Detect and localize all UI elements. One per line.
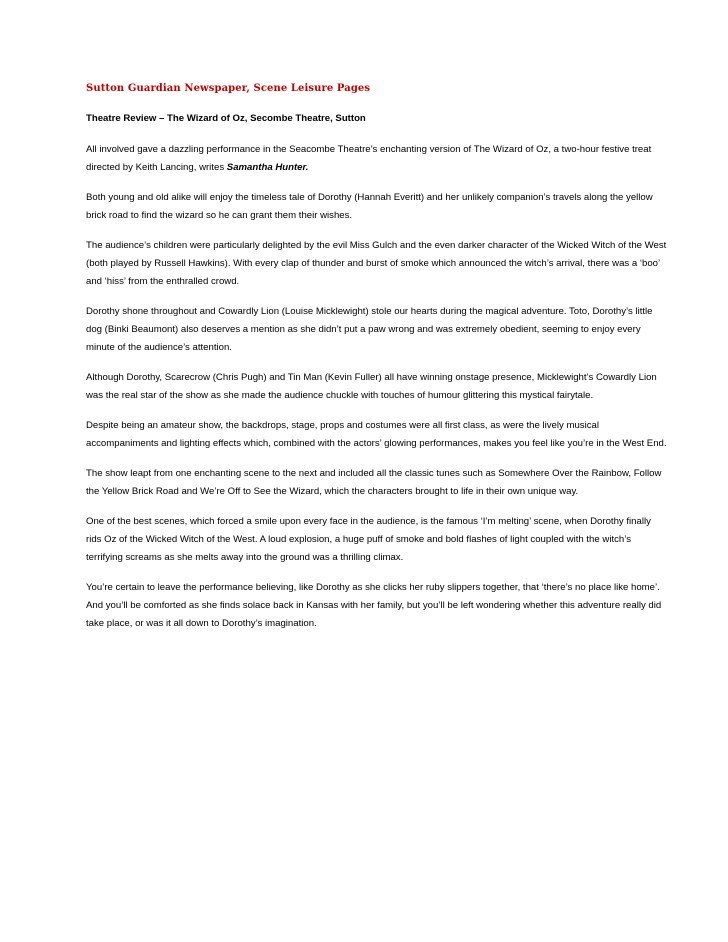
intro-text: All involved gave a dazzling performance in the Seacombe Theatre’s enchanting version of The Wizard of Oz, a two-hour festive treat directed by Keith Lancing, writes [86, 144, 652, 173]
review-title: Theatre Review – The Wizard of Oz, Secombe Theatre, Sutton [86, 113, 366, 124]
body-paragraph: You’re certain to leave the performance believing, like Dorothy as she clicks her ruby slippers together, that ‘there’s no place like home’. And you’ll be comforted as she finds solace back in Kansas with her family, but you’ll be left wondering whether this adventure really did take place, or was it all down to Dorothy’s imagination. [86, 582, 662, 629]
body-paragraph: The audience’s children were particularly delighted by the evil Miss Gulch and the even darker character of the Wicked Witch of the West (both played by Russell Hawkins). With every clap of thunder and burst of smoke which announced the witch’s arrival, there was a ‘boo’ and ‘hiss’ from the enthralled crowd. [86, 240, 667, 287]
author-byline: Samantha Hunter. [226, 162, 309, 173]
body-paragraph: One of the best scenes, which forced a smile upon every face in the audience, is the famous ‘I’m melting’ scene, when Dorothy finally rids Oz of the Wicked Witch of the West. A loud explosion, a huge puff of smoke and bold flashes of light coupled with the witch’s terrifying screams as she melts away into the ground was a thrilling climax. [86, 516, 651, 563]
body-paragraph: The show leapt from one enchanting scene to the next and included all the classic tunes such as Somewhere Over the Rainbow, Follow the Yellow Brick Road and We’re Off to See the Wizard, which the characters brought to life in their own unique way. [86, 468, 662, 497]
masthead: Sutton Guardian Newspaper, Scene Leisure Pages [86, 83, 371, 94]
body-paragraph: Despite being an amateur show, the backdrops, stage, props and costumes were all first class, as were the lively musical accompaniments and lighting effects which, combined with the actors’ glowing performances, makes you feel like you’re in the West End. [86, 420, 667, 449]
body-paragraph: Dorothy shone throughout and Cowardly Lion (Louise Micklewight) stole our hearts during the magical adventure. Toto, Dorothy’s little dog (Binki Beaumont) also deserves a mention as she didn’t put a paw wrong and was extremely obedient, seeming to enjoy every minute of the audience’s attention. [86, 306, 653, 353]
body-paragraph: Both young and old alike will enjoy the timeless tale of Dorothy (Hannah Everitt) and her unlikely companion’s travels along the yellow brick road to find the wizard so he can grant them their wishes. [86, 192, 653, 221]
body-paragraph: Although Dorothy, Scarecrow (Chris Pugh) and Tin Man (Kevin Fuller) all have winning onstage presence, Micklewight’s Cowardly Lion was the real star of the show as she made the audience chuckle with touches of humour glittering this mystical fairytale. [86, 372, 657, 401]
intro-paragraph [86, 141, 668, 177]
